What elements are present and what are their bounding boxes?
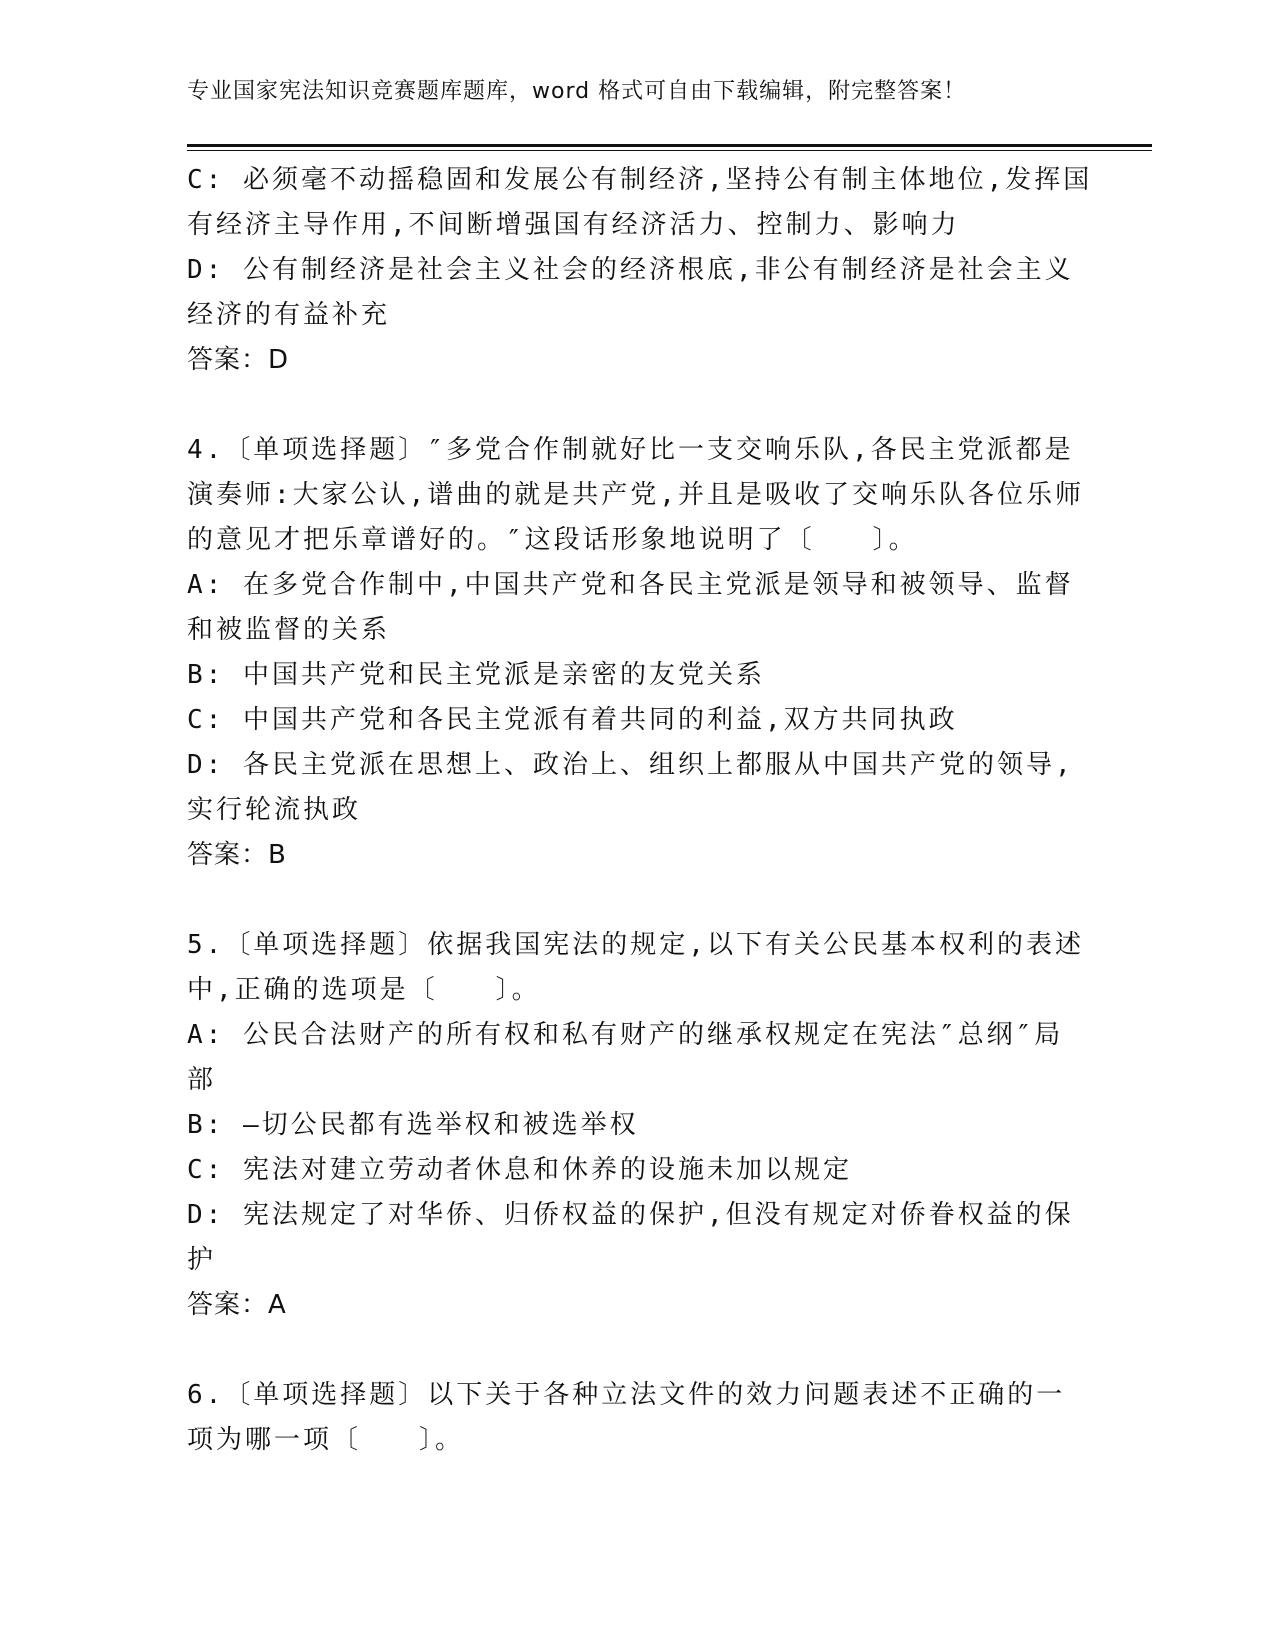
answer-line: 答案：D — [187, 345, 290, 375]
option-a-line: A: 在多党合作制中,中国共产党和各民主党派是领导和被领导、监督 — [187, 570, 1074, 600]
option-a-line: 部 — [187, 1065, 217, 1095]
answer-line: 答案：B — [187, 840, 287, 870]
question-stem-line: 5.〔单项选择题〕依据我国宪法的规定,以下有关公民基本权利的表述 — [187, 930, 1084, 960]
option-a-line: A: 公民合法财产的所有权和私有财产的继承权规定在宪法″总纲″局 — [187, 1020, 1064, 1050]
spacer — [187, 383, 1087, 428]
question-stem-line: 的意见才把乐章谱好的。″这段话形象地说明了〔 〕。 — [187, 525, 918, 555]
question-stem-line: 演奏师:大家公认,谱曲的就是共产党,并且是吸收了交响乐队各位乐师 — [187, 480, 1084, 510]
option-d-line: 经济的有益补充 — [187, 300, 391, 330]
question-stem-line: 4.〔单项选择题〕″多党合作制就好比一支交响乐队,各民主党派都是 — [187, 435, 1074, 465]
option-d-line: D: 宪法规定了对华侨、归侨权益的保护,但没有规定对侨眷权益的保 — [187, 1200, 1074, 1230]
spacer — [187, 878, 1087, 923]
answer-line: 答案：A — [187, 1290, 287, 1320]
option-a-line: 和被监督的关系 — [187, 615, 391, 645]
question-stem-line: 中,正确的选项是〔 〕。 — [187, 975, 541, 1005]
document-body — [187, 158, 1093, 1463]
option-d-line: 护 — [187, 1245, 217, 1275]
option-b-line: B: 中国共产党和民主党派是亲密的友党关系 — [187, 660, 765, 690]
question-3-tail — [187, 158, 1093, 383]
question-5 — [187, 923, 1087, 1328]
option-b-line: B: —切公民都有选举权和被选举权 — [187, 1110, 639, 1140]
question-4 — [187, 428, 1087, 878]
option-d-line: 实行轮流执政 — [187, 795, 362, 825]
option-d-line: D: 各民主党派在思想上、政治上、组织上都服从中国共产党的领导, — [187, 750, 1074, 780]
header-divider-thin — [187, 150, 1152, 151]
question-stem-line: 项为哪一项〔 〕。 — [187, 1425, 465, 1455]
option-d-line: D: 公有制经济是社会主义社会的经济根底,非公有制经济是社会主义 — [187, 255, 1074, 285]
option-c-line: C: 必须毫不动摇稳固和发展公有制经济,坚持公有制主体地位,发挥国 — [187, 165, 1093, 195]
question-6 — [187, 1373, 1087, 1463]
header-divider-thick — [187, 144, 1152, 147]
option-c-line: C: 中国共产党和各民主党派有着共同的利益,双方共同执政 — [187, 705, 958, 735]
question-stem-line: 6.〔单项选择题〕以下关于各种立法文件的效力问题表述不正确的一 — [187, 1380, 1066, 1410]
option-c-line: 有经济主导作用,不间断增强国有经济活力、控制力、影响力 — [187, 210, 960, 240]
page-header: 专业国家宪法知识竞赛题库题库，word 格式可自由下载编辑，附完整答案！ — [187, 79, 967, 104]
option-c-line: C: 宪法对建立劳动者休息和休养的设施未加以规定 — [187, 1155, 852, 1185]
spacer — [187, 1328, 1087, 1373]
